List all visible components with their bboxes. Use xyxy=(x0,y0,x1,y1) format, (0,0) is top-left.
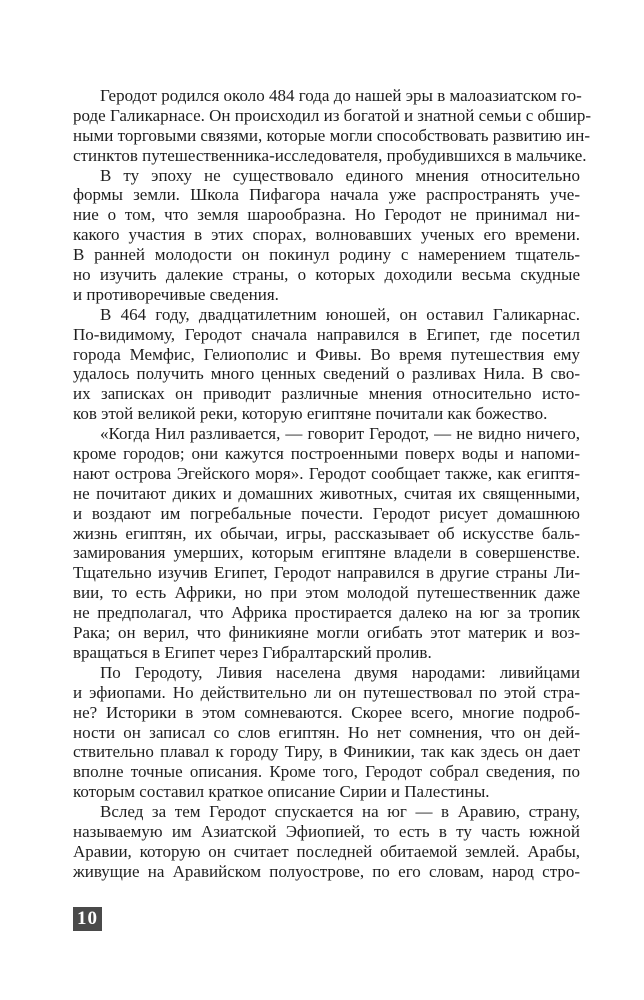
text-line: не? Историки в этом сомневаются. Скорее всего, многие подроб- xyxy=(73,702,580,722)
paragraph xyxy=(73,424,580,663)
text-line: удалось получить много ценных сведений о разливах Нила. В сво- xyxy=(73,364,580,384)
text-line: ствительно плавал к городу Тиру, в Финикии, так как здесь он дает xyxy=(73,742,580,762)
text-line: стинктов путешественника-исследователя, пробудившихся в мальчике. xyxy=(73,145,587,165)
paragraph xyxy=(73,802,580,882)
paragraph xyxy=(73,166,580,305)
text-line: кроме городов; они кажутся построенными поверх воды и напоми- xyxy=(73,444,580,464)
text-line: ние о том, что земля шарообразна. Но Геродот не принимал ни- xyxy=(73,205,580,225)
text-line: которым составил краткое описание Сирии и Палестины. xyxy=(73,782,490,802)
text-line: Аравии, которую он считает последней обитаемой землей. Арабы, xyxy=(73,841,580,861)
text-line: живущие на Аравийском полуострове, по его словам, народ стро- xyxy=(73,861,580,881)
text-line: По Геродоту, Ливия населена двумя народами: ливийцами xyxy=(100,662,580,682)
text-line: В ту эпоху не существовало единого мнения относительно xyxy=(100,165,580,185)
text-line: формы земли. Школа Пифагора начала уже распространять уче- xyxy=(73,185,580,205)
text-line: не предполагал, что Африка простирается далеко на юг за тропик xyxy=(73,603,580,623)
text-line: и воздают им погребальные почести. Геродот рисует домашнюю xyxy=(73,503,580,523)
text-line: ности он записал со слов египтян. Но нет сомнения, что он дей- xyxy=(73,722,580,742)
text-line: но изучить далекие страны, о которых доходили весьма скудные xyxy=(73,265,580,285)
text-line: и эфиопами. Но действительно ли он путешествовал по этой стра- xyxy=(73,682,580,702)
paragraph xyxy=(73,86,592,166)
text-line: и противоречивые сведения. xyxy=(73,284,279,304)
text-line: ными торговыми связями, которые могли способствовать развитию ин- xyxy=(73,125,590,145)
paragraph xyxy=(73,663,580,802)
text-line: ков этой великой реки, которую египтяне почитали как божество. xyxy=(73,404,548,424)
text-line: их записках он приводит различные мнения относительно исто- xyxy=(73,384,580,404)
text-line: Тщательно изучив Египет, Геродот направился в другие страны Ли- xyxy=(73,563,580,583)
text-line: «Когда Нил разливается, — говорит Геродот, — не видно ничего, xyxy=(100,424,580,444)
text-line: жизнь египтян, их обычаи, игры, рассказывает об искусстве баль- xyxy=(73,523,580,543)
page-number: 10 xyxy=(73,907,102,931)
text-line: города Мемфис, Гелиополис и Фивы. Во время путешествия ему xyxy=(73,344,580,364)
text-line: роде Галикарнасе. Он происходил из богатой и знатной семьи с обшир- xyxy=(73,105,592,125)
text-line: замирования умерших, которым египтяне владели в совершенстве. xyxy=(73,543,580,563)
paragraph xyxy=(73,305,580,424)
text-line: вполне точные описания. Кроме того, Геродот собрал сведения, по xyxy=(73,762,580,782)
text-line: вии, то есть Африки, но при этом молодой путешественник даже xyxy=(73,583,580,603)
text-line: Геродот родился около 484 года до нашей эры в малоазиатском го- xyxy=(100,86,582,105)
body-text xyxy=(73,86,592,882)
text-line: не почитают диких и домашних животных, считая их священными, xyxy=(73,483,580,503)
text-line: В ранней молодости он покинул родину с намерением тщатель- xyxy=(73,245,580,265)
text-line: В 464 году, двадцатилетним юношей, он оставил Галикарнас. xyxy=(100,304,580,324)
text-line: называемую им Азиатской Эфиопией, то есть в ту часть южной xyxy=(73,821,580,841)
text-line: какого участия в этих спорах, волновавших ученых его времени. xyxy=(73,225,580,245)
text-line: нают острова Эгейского моря». Геродот сообщает также, как египтя- xyxy=(73,463,580,483)
text-line: По-видимому, Геродот сначала направился в Египет, где посетил xyxy=(73,324,580,344)
text-line: Вслед за тем Геродот спускается на юг — в Аравию, страну, xyxy=(100,802,580,822)
text-line: Рака; он верил, что финикияне могли огибать этот материк и воз- xyxy=(73,623,580,643)
text-line: вращаться в Египет через Гибралтарский пролив. xyxy=(73,642,432,662)
